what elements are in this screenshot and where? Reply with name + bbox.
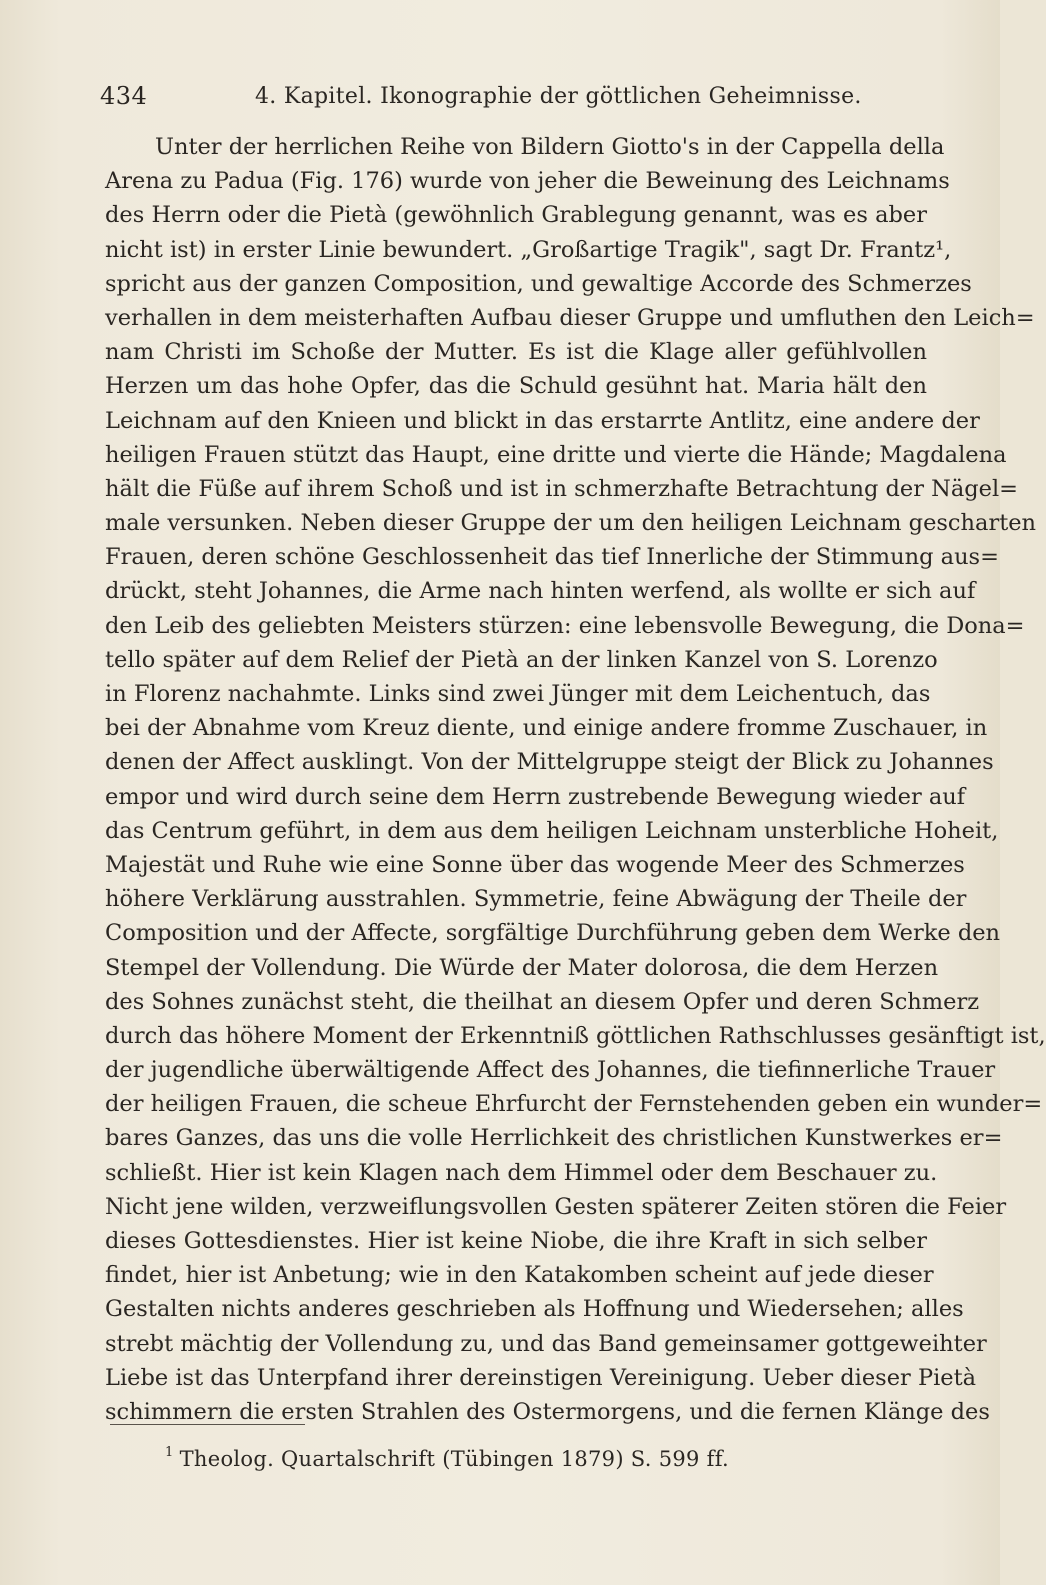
- page-header: [100, 82, 930, 116]
- text-line: den Leib des geliebten Meisters stürzen: eine lebensvolle Bewegung, die Dona=: [105, 612, 1025, 639]
- text-line: Herzen um das hohe Opfer, das die Schuld gesühnt hat. Maria hält den: [105, 373, 927, 400]
- text-line: denen der Affect ausklingt. Von der Mittelgruppe steigt der Blick zu Johannes: [105, 749, 994, 776]
- text-line: schimmern die ersten Strahlen des Ostermorgens, und die fernen Klänge des: [105, 1398, 990, 1425]
- text-line: heiligen Frauen stützt das Haupt, eine dritte und vierte die Hände; Magdalena: [105, 441, 1007, 468]
- text-line: nicht ist) in erster Linie bewundert. „Großartige Tragik", sagt Dr. Frantz¹,: [105, 236, 952, 263]
- text-line: das Centrum geführt, in dem aus dem heiligen Leichnam unsterbliche Hoheit,: [105, 817, 999, 844]
- text-line: der jugendliche überwältigende Affect des Johannes, die tiefinnerliche Trauer: [105, 1057, 996, 1084]
- text-line: in Florenz nachahmte. Links sind zwei Jünger mit dem Leichentuch, das: [105, 681, 931, 707]
- text-line: male versunken. Neben dieser Gruppe der um den heiligen Leichnam gescharten: [105, 510, 1037, 537]
- text-line: dieses Gottesdienstes. Hier ist keine Niobe, die ihre Kraft in sich selber: [105, 1228, 927, 1254]
- text-line: findet, hier ist Anbetung; wie in den Katakomben scheint auf jede dieser: [105, 1262, 934, 1289]
- text-line: Gestalten nichts anderes geschrieben als Hoffnung und Wiedersehen; alles: [105, 1296, 964, 1323]
- text-line: der heiligen Frauen, die scheue Ehrfurcht der Fernstehenden geben ein wunder=: [105, 1091, 1043, 1118]
- footnote-divider: [110, 1424, 305, 1425]
- running-head: 4. Kapitel. Ikonographie der göttlichen Geheimnisse.: [255, 84, 862, 109]
- text-line: Liebe ist das Unterpfand ihrer dereinstigen Vereinigung. Ueber dieser Pietà: [105, 1364, 977, 1391]
- text-line: Nicht jene wilden, verzweiflungsvollen Gesten späterer Zeiten stören die Feier: [105, 1193, 1007, 1220]
- text-line: durch das höhere Moment der Erkenntniß göttlichen Rathschlusses gesänftigt ist,: [105, 1022, 1046, 1049]
- text-line: verhallen in dem meisterhaften Aufbau dieser Gruppe und umfluthen den Leich=: [105, 304, 1035, 331]
- text-line: nam Christi im Schoße der Mutter. Es ist die Klage aller gefühlvollen: [105, 339, 927, 366]
- text-line: empor und wird durch seine dem Herrn zustrebende Bewegung wieder auf: [105, 783, 966, 810]
- page-number: 434: [100, 82, 148, 110]
- text-line: hält die Füße auf ihrem Schoß und ist in schmerzhafte Betrachtung der Nägel=: [105, 475, 1019, 502]
- text-line: drückt, steht Johannes, die Arme nach hinten werfend, als wollte er sich auf: [105, 578, 976, 605]
- text-line: des Herrn oder die Pietà (gewöhnlich Grablegung genannt, was es aber: [105, 202, 927, 229]
- footnote: [165, 1447, 729, 1471]
- text-line: Unter der herrlichen Reihe von Bildern Giotto's in der Cappella della: [155, 134, 945, 160]
- text-line: bares Ganzes, das uns die volle Herrlichkeit des christlichen Kunstwerkes er=: [105, 1125, 1003, 1152]
- text-line: tello später auf dem Relief der Pietà an der linken Kanzel von S. Lorenzo: [105, 646, 938, 673]
- text-line: schließt. Hier ist kein Klagen nach dem Himmel oder dem Beschauer zu.: [105, 1159, 938, 1186]
- body-text: [105, 130, 1046, 1429]
- text-line: bei der Abnahme vom Kreuz diente, und einige andere fromme Zuschauer, in: [105, 715, 988, 742]
- text-line: höhere Verklärung ausstrahlen. Symmetrie, feine Abwägung der Theile der: [105, 886, 967, 913]
- footnote-text: Theolog. Quartalschrift (Tübingen 1879) S. 599 ff.: [179, 1447, 730, 1471]
- text-line: Majestät und Ruhe wie eine Sonne über das wogende Meer des Schmerzes: [105, 851, 965, 878]
- text-line: des Sohnes zunächst steht, die theilhat an diesem Opfer und deren Schmerz: [105, 988, 980, 1015]
- footnote-marker: 1: [165, 1445, 174, 1460]
- text-line: Arena zu Padua (Fig. 176) wurde von jeher die Beweinung des Leichnams: [105, 168, 950, 195]
- text-line: Composition und der Affecte, sorgfältige Durchführung geben dem Werke den: [105, 920, 1001, 947]
- text-line: Stempel der Vollendung. Die Würde der Mater dolorosa, die dem Herzen: [105, 954, 939, 981]
- text-line: Leichnam auf den Knieen und blickt in das erstarrte Antlitz, eine andere der: [105, 407, 980, 434]
- text-line: Frauen, deren schöne Geschlossenheit das tief Innerliche der Stimmung aus=: [105, 544, 999, 571]
- text-line: strebt mächtig der Vollendung zu, und das Band gemeinsamer gottgeweihter: [105, 1330, 987, 1357]
- text-line: spricht aus der ganzen Composition, und gewaltige Accorde des Schmerzes: [105, 270, 972, 297]
